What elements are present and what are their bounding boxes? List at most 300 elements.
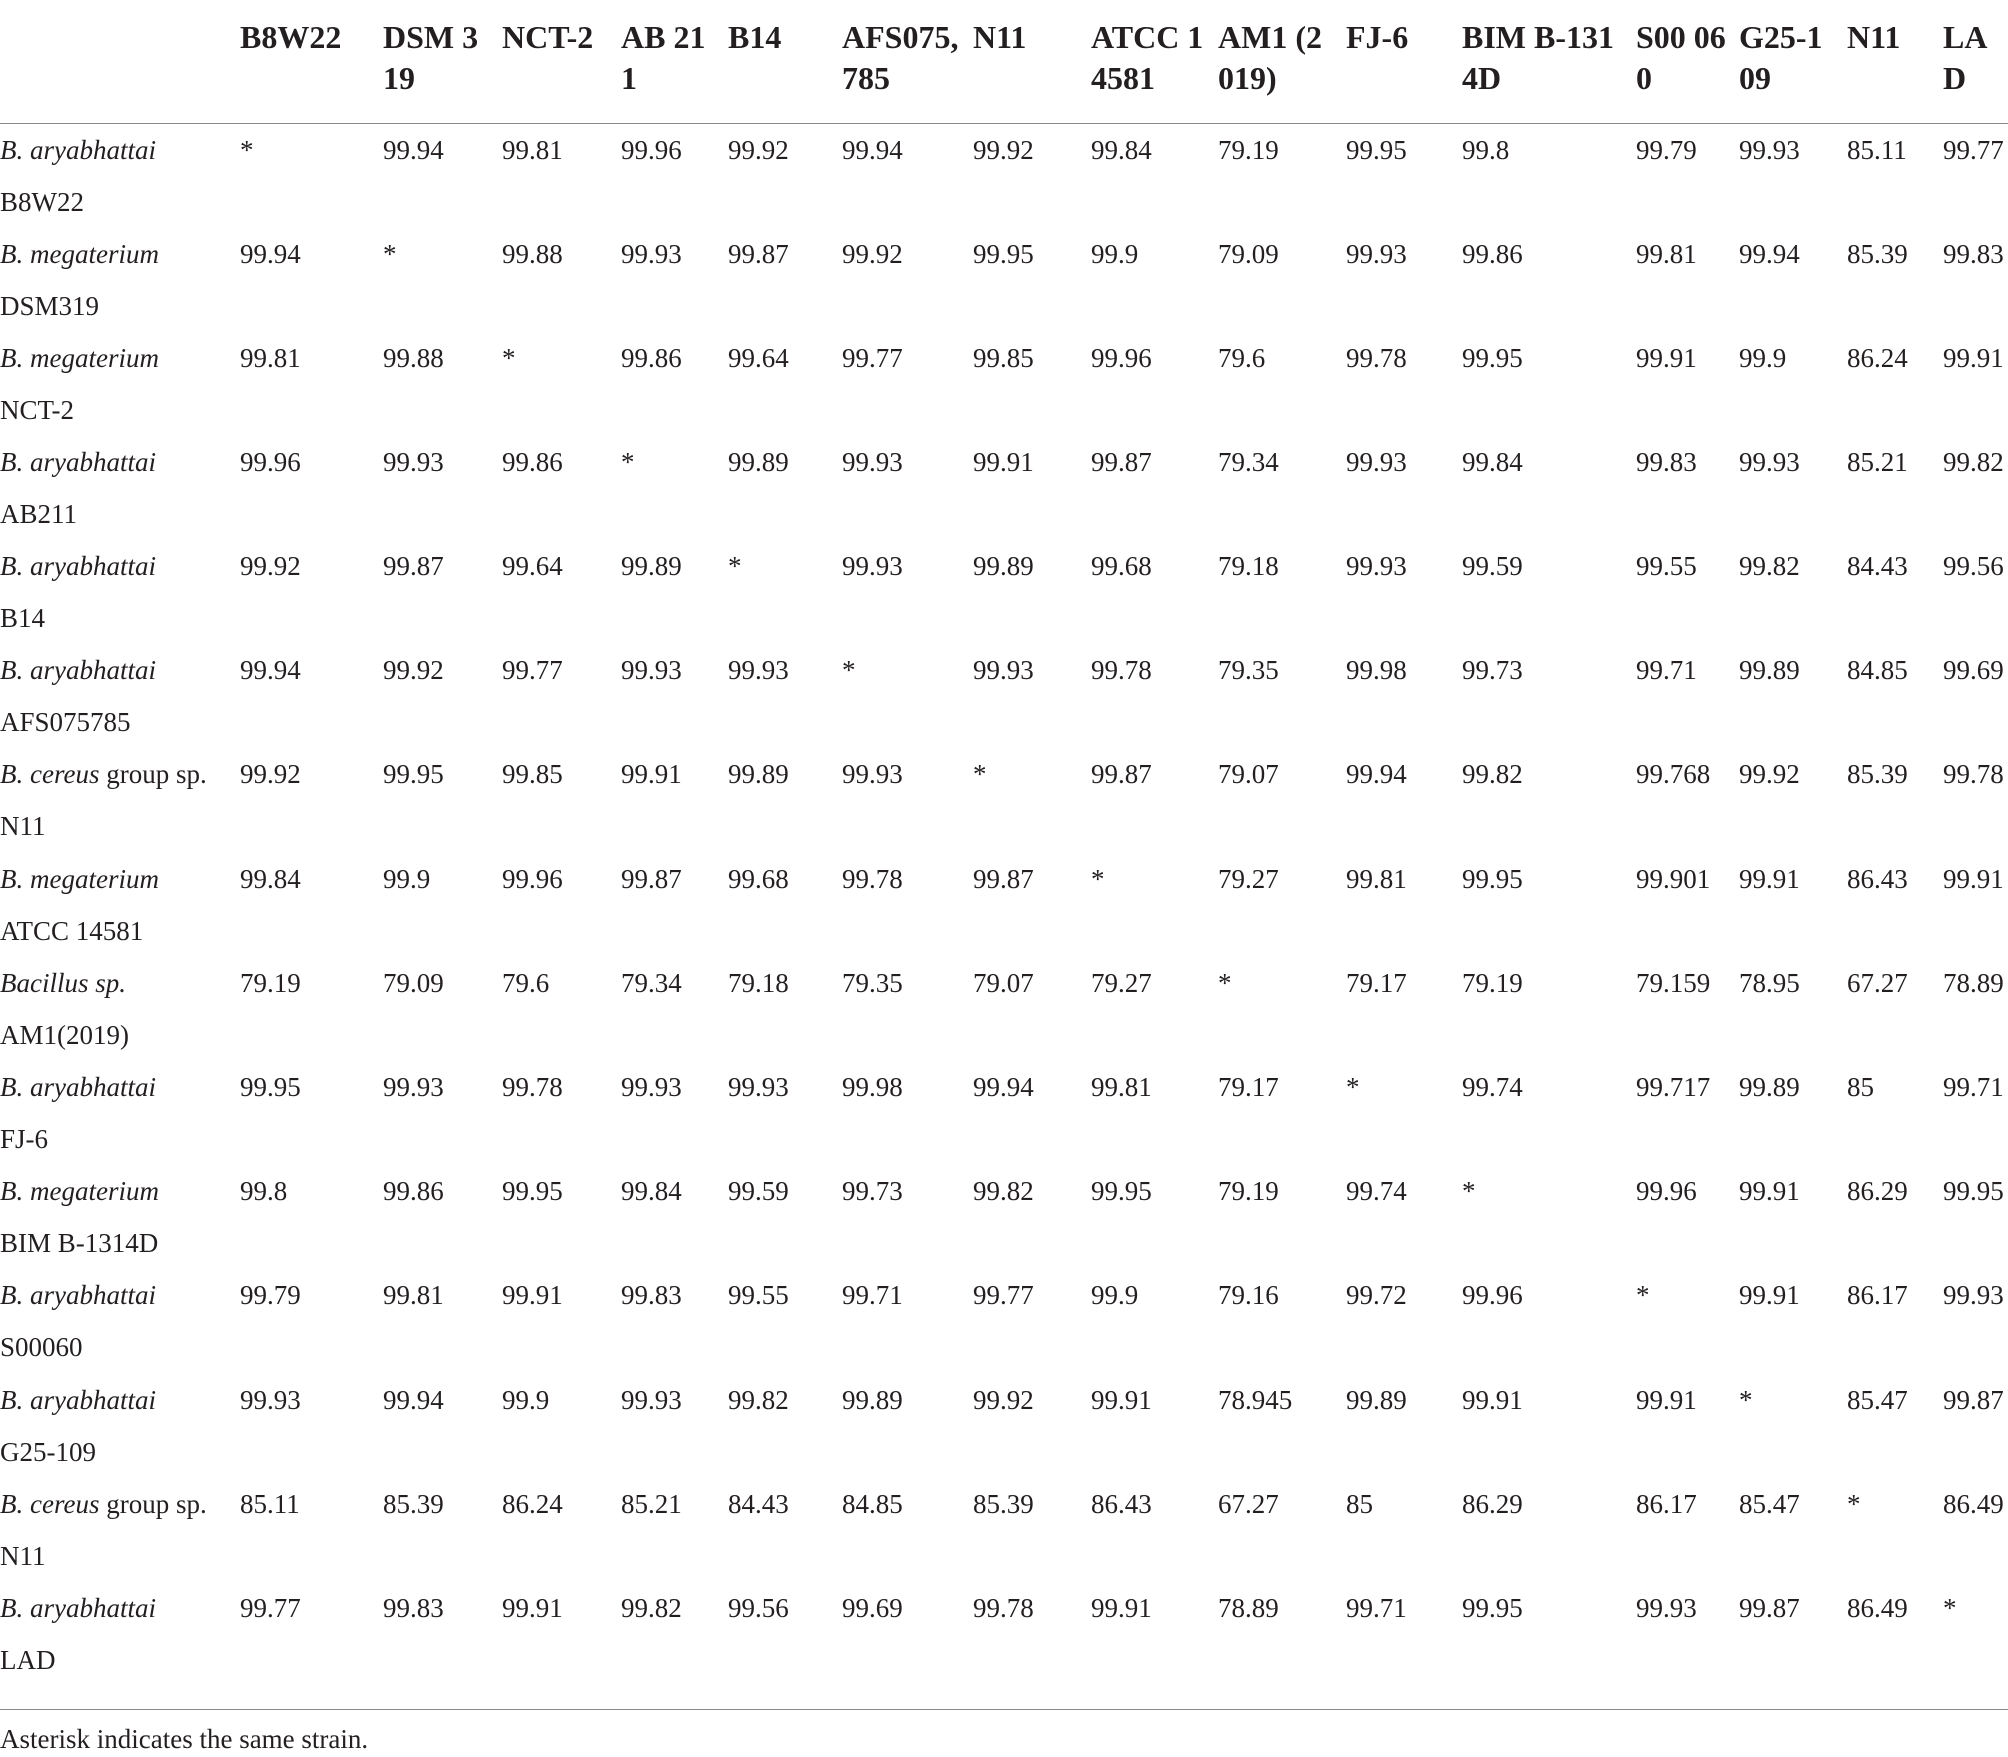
table-cell: 79.27 xyxy=(1218,863,1279,894)
table-cell: 99.95 xyxy=(1091,1176,1152,1207)
table-cell: 99.78 xyxy=(1091,655,1152,686)
table-cell: 99.93 xyxy=(1739,446,1800,477)
table-cell: 99.96 xyxy=(621,134,682,165)
row-strain: NCT-2 xyxy=(0,394,75,425)
table-row xyxy=(0,123,2008,228)
row-strain: B8W22 xyxy=(0,186,84,217)
row-strain: AFS075785 xyxy=(0,707,131,738)
table-row xyxy=(0,1374,2008,1478)
row-header-cell xyxy=(0,1061,228,1165)
table-cell: * xyxy=(1943,1592,1957,1623)
table-cell: 99.79 xyxy=(1636,134,1697,165)
row-species-line xyxy=(0,1374,228,1426)
table-cell: 99.92 xyxy=(1739,759,1800,790)
table-row xyxy=(0,644,2008,748)
table-cell: 99.87 xyxy=(383,551,444,582)
table-cell: * xyxy=(1091,863,1105,894)
table-cell: 99.71 xyxy=(1943,1072,2004,1102)
table-cell: * xyxy=(1346,1072,1360,1102)
table-cell: 99.98 xyxy=(1346,655,1407,686)
table-cell: 79.34 xyxy=(1218,446,1279,477)
table-footnote: Asterisk indicates the same strain. xyxy=(0,1724,369,1754)
table-cell: 79.19 xyxy=(240,967,301,998)
row-species-line xyxy=(0,436,228,488)
column-header: AM1 (2019) xyxy=(1218,19,1322,96)
table-cell: * xyxy=(842,655,856,686)
row-header-cell xyxy=(0,853,228,957)
row-header-cell xyxy=(0,436,228,540)
table-cell: 99.94 xyxy=(240,238,301,269)
table-cell: 99.95 xyxy=(973,238,1034,269)
table-cell: 99.91 xyxy=(502,1280,563,1311)
table-cell: 86.43 xyxy=(1091,1488,1152,1519)
table-cell: 99.88 xyxy=(383,342,444,373)
table-cell: 99.69 xyxy=(842,1592,903,1623)
table-cell: 99.93 xyxy=(1739,134,1800,165)
row-species-line xyxy=(0,124,228,176)
table-cell: 99.96 xyxy=(502,863,563,894)
table-cell: 99.93 xyxy=(842,446,903,477)
table-cell: 99.78 xyxy=(1346,342,1407,373)
table-cell: 99.91 xyxy=(1739,1176,1800,1207)
column-header: NCT-2 xyxy=(502,19,594,55)
row-strain: FJ-6 xyxy=(0,1124,49,1154)
row-species-line xyxy=(0,228,228,280)
row-species: B. aryabhattai xyxy=(0,1072,156,1102)
table-cell: 79.19 xyxy=(1218,134,1279,165)
table-cell: 86.29 xyxy=(1847,1176,1908,1207)
column-header: N11 xyxy=(1847,19,1901,55)
table-cell: 99.93 xyxy=(621,1072,682,1102)
table-cell: 86.29 xyxy=(1462,1488,1523,1519)
row-species-line xyxy=(0,1061,228,1113)
table-row xyxy=(0,1061,2008,1165)
row-header-cell xyxy=(0,748,228,852)
table-body xyxy=(0,123,2008,1686)
table-row xyxy=(0,540,2008,644)
row-species: B. megaterium xyxy=(0,1176,159,1207)
table-cell: 99.68 xyxy=(728,863,789,894)
table-cell: 99.93 xyxy=(240,1384,301,1415)
table-cell: 99.94 xyxy=(973,1072,1034,1102)
table-cell: 86.49 xyxy=(1847,1592,1908,1623)
table-row xyxy=(0,1582,2008,1686)
table-cell: 99.87 xyxy=(1091,446,1152,477)
column-header: S00 060 xyxy=(1636,19,1726,96)
table-cell: 99.9 xyxy=(1091,1280,1139,1311)
table-cell: 99.77 xyxy=(1943,134,2004,165)
table-cell: 99.92 xyxy=(728,134,789,165)
column-header: AB 211 xyxy=(621,19,706,96)
table-cell: 99.79 xyxy=(240,1280,301,1311)
row-strain: DSM319 xyxy=(0,290,100,321)
table-cell: 85 xyxy=(1346,1488,1373,1519)
table-cell: 99.93 xyxy=(1636,1592,1697,1623)
table-cell: 99.92 xyxy=(240,759,301,790)
table-cell: 99.68 xyxy=(1091,551,1152,582)
table-cell: 99.55 xyxy=(1636,551,1697,582)
table-cell: 99.9 xyxy=(502,1384,550,1415)
table-cell: 99.92 xyxy=(973,1384,1034,1415)
row-species-line xyxy=(0,748,228,800)
table-row xyxy=(0,228,2008,332)
table-cell: 99.86 xyxy=(621,342,682,373)
row-species: B. aryabhattai xyxy=(0,551,156,582)
row-strain: ATCC 14581 xyxy=(0,915,144,946)
table-cell: 99.93 xyxy=(842,759,903,790)
table-cell: 67.27 xyxy=(1847,967,1908,998)
row-header-cell xyxy=(0,644,228,748)
row-species: B. megaterium xyxy=(0,238,159,269)
table-cell: 79.35 xyxy=(842,967,903,998)
table-cell: 85.47 xyxy=(1739,1488,1800,1519)
table-cell: 86.24 xyxy=(1847,342,1908,373)
table-row xyxy=(0,1269,2008,1373)
row-species: B. aryabhattai xyxy=(0,446,156,477)
table-cell: 99.89 xyxy=(728,759,789,790)
row-species-line xyxy=(0,853,228,905)
table-row xyxy=(0,436,2008,540)
table-cell: 99.78 xyxy=(1943,759,2004,790)
table-cell: 99.73 xyxy=(842,1176,903,1207)
table-cell: 99.59 xyxy=(1462,551,1523,582)
table-cell: 99.72 xyxy=(1346,1280,1407,1311)
table-cell: 99.71 xyxy=(1636,655,1697,686)
table-cell: 99.55 xyxy=(728,1280,789,1311)
table-cell: * xyxy=(502,342,516,373)
table-header xyxy=(0,0,2008,123)
table-cell: 79.19 xyxy=(1462,967,1523,998)
table-cell: 85.21 xyxy=(1847,446,1908,477)
table-cell: 99.82 xyxy=(1739,551,1800,582)
row-species: B. aryabhattai xyxy=(0,1384,156,1415)
column-header: FJ-6 xyxy=(1346,19,1409,55)
row-header-cell xyxy=(0,1582,228,1686)
column-header: G25-109 xyxy=(1739,19,1823,96)
table-cell: 99.89 xyxy=(1346,1384,1407,1415)
table-cell: 99.89 xyxy=(1739,1072,1800,1102)
table-cell: 99.91 xyxy=(1739,863,1800,894)
table-cell: 79.18 xyxy=(1218,551,1279,582)
table-cell: 99.94 xyxy=(1739,238,1800,269)
table-cell: 99.96 xyxy=(1091,342,1152,373)
table-cell: 99.95 xyxy=(1462,342,1523,373)
table-cell: 99.81 xyxy=(383,1280,444,1311)
table-cell: 99.64 xyxy=(728,342,789,373)
table-cell: 85.47 xyxy=(1847,1384,1908,1415)
table-cell: 99.91 xyxy=(621,759,682,790)
table-cell: * xyxy=(1739,1384,1753,1415)
table-cell: 99.93 xyxy=(383,446,444,477)
table-cell: 99.84 xyxy=(1091,134,1152,165)
row-species: Bacillus sp. xyxy=(0,967,126,998)
table-cell: 99.92 xyxy=(383,655,444,686)
table-cell: 79.27 xyxy=(1091,967,1152,998)
table-cell: 85.39 xyxy=(1847,759,1908,790)
table-cell: 99.59 xyxy=(728,1176,789,1207)
table-cell: 84.43 xyxy=(1847,551,1908,582)
table-cell: 99.8 xyxy=(240,1176,288,1207)
table-cell: 99.92 xyxy=(240,551,301,582)
table-cell: 78.89 xyxy=(1218,1592,1279,1623)
table-cell: * xyxy=(1636,1280,1650,1311)
table-cell: 99.82 xyxy=(973,1176,1034,1207)
table-cell: 99.82 xyxy=(621,1592,682,1623)
table-cell: 99.81 xyxy=(240,342,301,373)
table-cell: * xyxy=(1462,1176,1476,1207)
table-cell: 99.81 xyxy=(1091,1072,1152,1102)
table-cell: 99.91 xyxy=(1943,863,2004,894)
table-row xyxy=(0,332,2008,436)
table-cell: 79.159 xyxy=(1636,967,1711,998)
row-species: B. megaterium xyxy=(0,863,159,894)
column-header: B14 xyxy=(728,19,782,55)
table-cell: 99.96 xyxy=(240,446,301,477)
table-cell: 86.24 xyxy=(502,1488,563,1519)
table-cell: 99.8 xyxy=(1462,134,1510,165)
table-cell: 99.95 xyxy=(1943,1176,2004,1207)
row-species-line xyxy=(0,1582,228,1634)
table-cell: 99.91 xyxy=(502,1592,563,1623)
table-cell: 99.96 xyxy=(1462,1280,1523,1311)
column-header: ATCC 14581 xyxy=(1091,19,1204,96)
column-header: LAD xyxy=(1943,19,1988,96)
table-cell: 99.92 xyxy=(842,238,903,269)
table-cell: 85.21 xyxy=(621,1488,682,1519)
row-species: B. aryabhattai xyxy=(0,1280,156,1311)
table-cell: 78.95 xyxy=(1739,967,1800,998)
table-cell: 99.78 xyxy=(502,1072,563,1102)
table-cell: 99.9 xyxy=(1091,238,1139,269)
row-species-line xyxy=(0,1165,228,1217)
table-cell: 79.34 xyxy=(621,967,682,998)
table-cell: 99.93 xyxy=(728,1072,789,1102)
row-species-suffix: group sp. xyxy=(99,1488,207,1519)
table-cell: 99.91 xyxy=(1091,1592,1152,1623)
table-cell: 79.07 xyxy=(973,967,1034,998)
table-cell: 99.82 xyxy=(1462,759,1523,790)
table-cell: 99.83 xyxy=(383,1592,444,1623)
table-cell: 99.87 xyxy=(728,238,789,269)
table-cell: 85.39 xyxy=(1847,238,1908,269)
table-cell: 99.94 xyxy=(842,134,903,165)
table-cell: 99.74 xyxy=(1346,1176,1407,1207)
table-cell: 99.93 xyxy=(621,1384,682,1415)
table-cell: 99.78 xyxy=(842,863,903,894)
table-cell: 99.88 xyxy=(502,238,563,269)
table-cell: 99.77 xyxy=(973,1280,1034,1311)
table-cell: 85.39 xyxy=(973,1488,1034,1519)
table-cell: 99.64 xyxy=(502,551,563,582)
table-cell: 79.07 xyxy=(1218,759,1279,790)
table-cell: 99.81 xyxy=(502,134,563,165)
table-cell: 99.901 xyxy=(1636,863,1711,894)
table-cell: 99.83 xyxy=(621,1280,682,1311)
table-row xyxy=(0,748,2008,852)
table-cell: 84.85 xyxy=(1847,655,1908,686)
row-header-cell xyxy=(0,1374,228,1478)
table-cell: 99.82 xyxy=(728,1384,789,1415)
row-species: B. megaterium xyxy=(0,342,159,373)
table-cell: 99.95 xyxy=(1346,134,1407,165)
row-header-cell xyxy=(0,1478,228,1582)
table-cell: 99.93 xyxy=(973,655,1034,686)
row-strain: LAD xyxy=(0,1644,56,1675)
table-cell: 99.56 xyxy=(1943,551,2004,582)
table-cell: 67.27 xyxy=(1218,1488,1279,1519)
table-cell: 86.17 xyxy=(1636,1488,1697,1519)
table-cell: 99.77 xyxy=(502,655,563,686)
column-header: AFS075,785 xyxy=(842,19,959,96)
row-strain: BIM B-1314D xyxy=(0,1228,159,1259)
row-strain: G25-109 xyxy=(0,1436,96,1467)
table-cell: 99.91 xyxy=(1636,1384,1697,1415)
table-cell: 99.89 xyxy=(728,446,789,477)
table-cell: 79.6 xyxy=(502,967,550,998)
table-cell: 99.91 xyxy=(973,446,1034,477)
table-cell: 99.93 xyxy=(1346,238,1407,269)
table-cell: 99.86 xyxy=(502,446,563,477)
table-cell: 79.17 xyxy=(1218,1072,1279,1102)
table-cell: 99.95 xyxy=(1462,1592,1523,1623)
table-cell: * xyxy=(1218,967,1232,998)
table-cell: 99.78 xyxy=(973,1592,1034,1623)
row-species: B. aryabhattai xyxy=(0,134,156,165)
table-cell: 99.92 xyxy=(973,134,1034,165)
table-cell: 99.87 xyxy=(621,863,682,894)
table-cell: 99.91 xyxy=(1462,1384,1523,1415)
table-cell: 99.89 xyxy=(973,551,1034,582)
table-cell: 99.95 xyxy=(1462,863,1523,894)
table-cell: 99.83 xyxy=(1636,446,1697,477)
table-cell: 85.39 xyxy=(383,1488,444,1519)
table-cell: 99.95 xyxy=(502,1176,563,1207)
row-header-cell xyxy=(0,332,228,436)
table-cell: 99.96 xyxy=(1636,1176,1697,1207)
row-species: B. cereus xyxy=(0,1488,100,1519)
row-strain: N11 xyxy=(0,811,46,842)
table-cell: 99.91 xyxy=(1091,1384,1152,1415)
table-cell: 99.93 xyxy=(728,655,789,686)
row-header-cell xyxy=(0,1165,228,1269)
table-cell: 99.93 xyxy=(1943,1280,2004,1311)
table-row xyxy=(0,957,2008,1061)
column-header: N11 xyxy=(973,19,1027,55)
row-strain: AB211 xyxy=(0,498,78,529)
table-cell: 99.93 xyxy=(1346,551,1407,582)
table-cell: 99.93 xyxy=(1346,446,1407,477)
table-row xyxy=(0,1165,2008,1269)
table-cell: 99.9 xyxy=(383,863,431,894)
table-cell: 99.83 xyxy=(1943,238,2004,269)
table-cell: 99.56 xyxy=(728,1592,789,1623)
table-cell: 99.87 xyxy=(1091,759,1152,790)
table-cell: 99.93 xyxy=(383,1072,444,1102)
table-cell: 99.94 xyxy=(383,134,444,165)
table-cell: * xyxy=(240,134,254,165)
row-species: B. aryabhattai xyxy=(0,1592,156,1623)
table-cell: 99.84 xyxy=(240,863,301,894)
table-cell: 79.18 xyxy=(728,967,789,998)
row-strain: N11 xyxy=(0,1540,46,1571)
table-cell: 99.84 xyxy=(1462,446,1523,477)
row-header-cell xyxy=(0,123,228,228)
table-cell: 99.73 xyxy=(1462,655,1523,686)
row-strain: AM1(2019) xyxy=(0,1019,129,1050)
table-cell: 99.94 xyxy=(1346,759,1407,790)
row-strain: S00060 xyxy=(0,1332,83,1363)
table-cell: 79.35 xyxy=(1218,655,1279,686)
table-cell: 99.87 xyxy=(973,863,1034,894)
table-cell: 78.945 xyxy=(1218,1384,1293,1415)
table-cell: 99.98 xyxy=(842,1072,903,1102)
table-cell: 99.77 xyxy=(240,1592,301,1623)
row-species-suffix: group sp. xyxy=(99,759,207,790)
row-header-cell xyxy=(0,957,228,1061)
row-header-cell xyxy=(0,1269,228,1373)
row-header-cell xyxy=(0,540,228,644)
column-header: DSM 319 xyxy=(383,19,479,96)
row-species: B. cereus xyxy=(0,759,100,790)
table-cell: 79.16 xyxy=(1218,1280,1279,1311)
table-cell: 99.86 xyxy=(1462,238,1523,269)
table-cell: 78.89 xyxy=(1943,967,2004,998)
table-cell: 99.81 xyxy=(1636,238,1697,269)
row-species: B. aryabhattai xyxy=(0,655,156,686)
table-cell: 79.6 xyxy=(1218,342,1266,373)
table-cell: 79.09 xyxy=(383,967,444,998)
row-strain: B14 xyxy=(0,603,46,634)
table-cell: 86.17 xyxy=(1847,1280,1908,1311)
table-cell: 79.17 xyxy=(1346,967,1407,998)
table-cell: 99.77 xyxy=(842,342,903,373)
table-cell: 99.85 xyxy=(973,342,1034,373)
table-cell: 85 xyxy=(1847,1072,1874,1102)
row-species-line xyxy=(0,644,228,696)
table-cell: 99.87 xyxy=(1739,1592,1800,1623)
table-cell: 99.91 xyxy=(1943,342,2004,373)
table-cell: 99.93 xyxy=(842,551,903,582)
table-cell: 99.94 xyxy=(240,655,301,686)
table-cell: 99.87 xyxy=(1943,1384,2004,1415)
table-cell: 99.768 xyxy=(1636,759,1711,790)
table-cell: * xyxy=(973,759,987,790)
table-cell: 99.82 xyxy=(1943,446,2004,477)
table-cell: 99.89 xyxy=(1739,655,1800,686)
table-cell: 99.89 xyxy=(621,551,682,582)
table-cell: * xyxy=(383,238,397,269)
table-cell: 99.74 xyxy=(1462,1072,1523,1102)
table-bottom-rule xyxy=(0,1709,2008,1710)
table-cell: 99.717 xyxy=(1636,1072,1711,1102)
table-cell: 99.91 xyxy=(1739,1280,1800,1311)
table-cell: 99.71 xyxy=(1346,1592,1407,1623)
table-cell: 99.95 xyxy=(383,759,444,790)
column-header: B8W22 xyxy=(240,19,342,55)
row-species-line xyxy=(0,1478,228,1530)
table-cell: 99.85 xyxy=(502,759,563,790)
table-cell: 99.9 xyxy=(1739,342,1787,373)
row-species-line xyxy=(0,1269,228,1321)
table-cell: 99.89 xyxy=(842,1384,903,1415)
row-species-line xyxy=(0,332,228,384)
table-cell: 99.81 xyxy=(1346,863,1407,894)
table-cell: 99.71 xyxy=(842,1280,903,1311)
table-cell: 99.69 xyxy=(1943,655,2004,686)
table-cell: * xyxy=(1847,1488,1861,1519)
header-corner-cell xyxy=(0,0,228,123)
table-cell: 99.91 xyxy=(1636,342,1697,373)
